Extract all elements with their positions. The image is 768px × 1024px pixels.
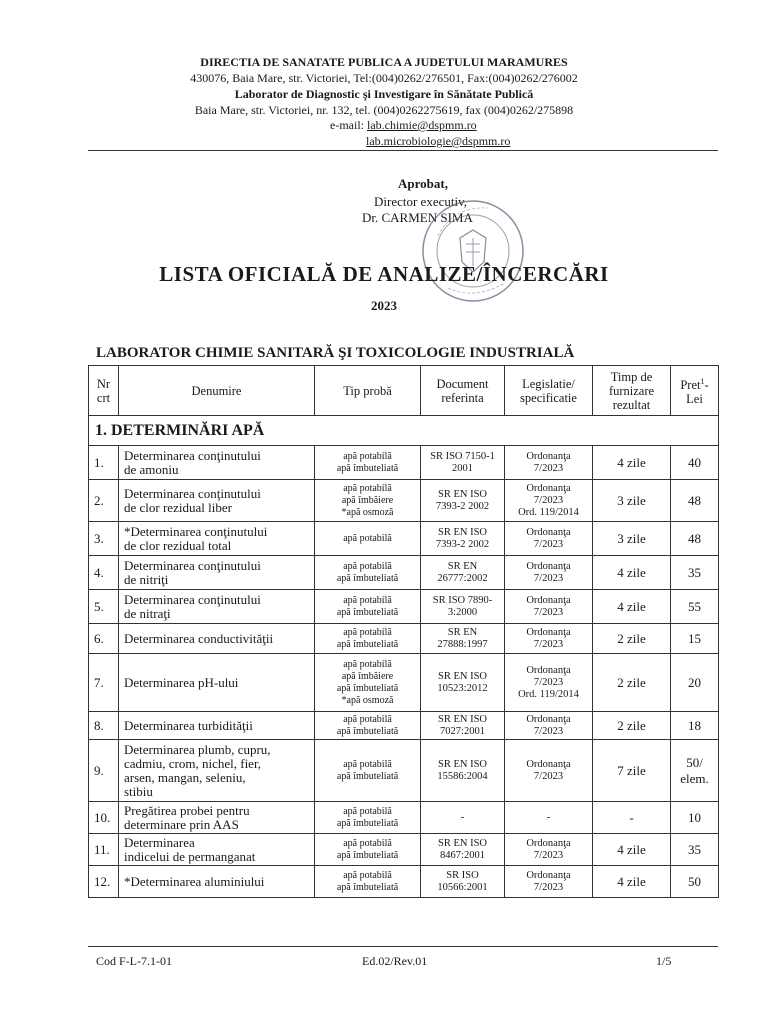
legislation: Ordonanţa 7/2023 Ord. 119/2014 <box>505 480 593 522</box>
footer-edition: Ed.02/Rev.01 <box>362 954 428 968</box>
sample-type: apă potabilă apă îmbăiere apă îmbuteliată *apă osmoză <box>315 654 421 712</box>
reference-document: - <box>421 802 505 834</box>
table-row <box>89 712 719 740</box>
delivery-time: 3 zile <box>593 522 671 556</box>
legislation: Ordonanţa 7/2023 <box>505 712 593 740</box>
analysis-name: Determinarea indicelui de permanganat <box>119 834 315 866</box>
table-header-row <box>89 366 719 416</box>
email-microbiology-link[interactable]: lab.microbiologie@dspmm.ro <box>366 134 511 148</box>
sample-type: apă potabilă apă îmbăiere *apă osmoză <box>315 480 421 522</box>
sample-type: apă potabilă apă îmbuteliată <box>315 802 421 834</box>
delivery-time: 2 zile <box>593 624 671 654</box>
analysis-name: *Determinarea conţinutului de clor rezidual total <box>119 522 315 556</box>
row-number: 4. <box>89 556 119 590</box>
price: 48 <box>671 522 719 556</box>
lab-address: Baia Mare, str. Victoriei, nr. 132, tel. (004)0262275619, fax (004)0262/275898 <box>194 103 574 117</box>
analysis-name: Determinarea turbidităţii <box>119 712 315 740</box>
footer-page: 1/5 <box>656 954 672 968</box>
sample-type: apă potabilă <box>315 522 421 556</box>
sample-type: apă potabilă apă îmbuteliată <box>315 556 421 590</box>
footer-code: Cod F-L-7.1-01 <box>96 954 172 968</box>
reference-document: SR ISO 10566:2001 <box>421 866 505 898</box>
reference-document: SR ISO 7890- 3:2000 <box>421 590 505 624</box>
row-number: 12. <box>89 866 119 898</box>
reference-document: SR EN 26777:2002 <box>421 556 505 590</box>
legislation: Ordonanţa 7/2023 <box>505 740 593 802</box>
table-row <box>89 740 719 802</box>
approval-title: Aprobat, <box>398 176 448 191</box>
email-chemistry-link[interactable]: lab.chimie@dspmm.ro <box>366 118 477 132</box>
approval-signatory: Dr. CARMEN SIMA <box>362 210 473 225</box>
delivery-time: 2 zile <box>593 712 671 740</box>
row-number: 5. <box>89 590 119 624</box>
section-title: 1. DETERMINĂRI APĂ <box>89 416 719 446</box>
legislation: Ordonanţa 7/2023 <box>505 866 593 898</box>
reference-document: SR EN ISO 8467:2001 <box>421 834 505 866</box>
org-name: DIRECTIA DE SANATATE PUBLICA A JUDETULUI MARAMURES <box>200 55 568 69</box>
sample-type: apă potabilă apă îmbuteliată <box>315 866 421 898</box>
reference-document: SR ISO 7150-1 2001 <box>421 446 505 480</box>
analysis-name: Determinarea conţinutului de nitriţi <box>119 556 315 590</box>
table-row <box>89 480 719 522</box>
analysis-name: Determinarea plumb, cupru, cadmiu, crom, nichel, fier, arsen, mangan, seleniu, stibiu <box>119 740 315 802</box>
delivery-time: 4 zile <box>593 446 671 480</box>
email-label: e-mail: <box>330 118 364 132</box>
email-line-1 <box>330 118 477 133</box>
price: 35 <box>671 556 719 590</box>
header-legislatie: Legislatie/ specificatie <box>505 366 593 416</box>
header-pret-label: Pret <box>680 378 701 393</box>
legislation: Ordonanţa 7/2023 <box>505 446 593 480</box>
table-row <box>89 446 719 480</box>
footer-divider <box>88 946 718 947</box>
price: 50 <box>671 866 719 898</box>
reference-document: SR EN ISO 10523:2012 <box>421 654 505 712</box>
approval-role: Director executiv, <box>374 194 467 209</box>
email-line-2 <box>366 134 510 149</box>
table-row <box>89 624 719 654</box>
price: 15 <box>671 624 719 654</box>
row-number: 1. <box>89 446 119 480</box>
table-row <box>89 802 719 834</box>
price: 35 <box>671 834 719 866</box>
reference-document: SR EN ISO 7393-2 2002 <box>421 480 505 522</box>
legislation: Ordonanţa 7/2023 <box>505 556 593 590</box>
analyses-table <box>88 365 719 898</box>
row-number: 3. <box>89 522 119 556</box>
row-number: 6. <box>89 624 119 654</box>
table-row <box>89 654 719 712</box>
analysis-name: Determinarea conductivităţii <box>119 624 315 654</box>
delivery-time: 3 zile <box>593 480 671 522</box>
row-number: 10. <box>89 802 119 834</box>
delivery-time: 4 zile <box>593 866 671 898</box>
analysis-name: Determinarea conţinutului de nitraţi <box>119 590 315 624</box>
header-tip: Tip probă <box>315 366 421 416</box>
table-row <box>89 590 719 624</box>
legislation: Ordonanţa 7/2023 <box>505 522 593 556</box>
row-number: 9. <box>89 740 119 802</box>
delivery-time: - <box>593 802 671 834</box>
table-row <box>89 834 719 866</box>
lab-section-title: LABORATOR CHIMIE SANITARĂ ŞI TOXICOLOGIE INDUSTRIALĂ <box>96 345 575 361</box>
analysis-name: Determinarea conţinutului de amoniu <box>119 446 315 480</box>
price: 55 <box>671 590 719 624</box>
header-timp: Timp de furnizare rezultat <box>593 366 671 416</box>
document-year: 2023 <box>371 298 397 313</box>
header-pret <box>671 366 719 416</box>
delivery-time: 4 zile <box>593 556 671 590</box>
row-number: 11. <box>89 834 119 866</box>
legislation: Ordonanţa 7/2023 <box>505 590 593 624</box>
legislation: Ordonanţa 7/2023 <box>505 624 593 654</box>
analysis-name: Determinarea conţinutului de clor rezidual liber <box>119 480 315 522</box>
table-row <box>89 522 719 556</box>
legislation: Ordonanţa 7/2023 Ord. 119/2014 <box>505 654 593 712</box>
price: 50/ elem. <box>671 740 719 802</box>
delivery-time: 4 zile <box>593 590 671 624</box>
price: 18 <box>671 712 719 740</box>
price: 48 <box>671 480 719 522</box>
org-address: 430076, Baia Mare, str. Victoriei, Tel:(004)0262/276501, Fax:(004)0262/276002 <box>190 71 578 85</box>
header-nr: Nr crt <box>89 366 119 416</box>
row-number: 8. <box>89 712 119 740</box>
header-pret-footnote: 1 <box>700 376 705 386</box>
legislation: - <box>505 802 593 834</box>
reference-document: SR EN ISO 7393-2 2002 <box>421 522 505 556</box>
header-divider <box>88 150 718 151</box>
price: 20 <box>671 654 719 712</box>
row-number: 7. <box>89 654 119 712</box>
sample-type: apă potabilă apă îmbuteliată <box>315 590 421 624</box>
sample-type: apă potabilă apă îmbuteliată <box>315 740 421 802</box>
reference-document: SR EN 27888:1997 <box>421 624 505 654</box>
analysis-name: Determinarea pH-ului <box>119 654 315 712</box>
table-row <box>89 866 719 898</box>
delivery-time: 2 zile <box>593 654 671 712</box>
sample-type: apă potabilă apă îmbuteliată <box>315 624 421 654</box>
header-denumire: Denumire <box>119 366 315 416</box>
legislation: Ordonanţa 7/2023 <box>505 834 593 866</box>
header-document: Document referinta <box>421 366 505 416</box>
sample-type: apă potabilă apă îmbuteliată <box>315 834 421 866</box>
document-header <box>0 54 768 118</box>
reference-document: SR EN ISO 15586:2004 <box>421 740 505 802</box>
reference-document: SR EN ISO 7027:2001 <box>421 712 505 740</box>
price: 40 <box>671 446 719 480</box>
document-title: LISTA OFICIALĂ DE ANALIZE/ÎNCERCĂRI <box>159 262 609 286</box>
analysis-name: *Determinarea aluminiului <box>119 866 315 898</box>
row-number: 2. <box>89 480 119 522</box>
header-pret-suffix: - Lei <box>686 378 709 407</box>
lab-name: Laborator de Diagnostic şi Investigare în Sănătate Publică <box>234 87 534 101</box>
delivery-time: 7 zile <box>593 740 671 802</box>
table-row <box>89 556 719 590</box>
analysis-name: Pregătirea probei pentru determinare prin AAS <box>119 802 315 834</box>
delivery-time: 4 zile <box>593 834 671 866</box>
sample-type: apă potabilă apă îmbuteliată <box>315 446 421 480</box>
section-row <box>89 416 719 446</box>
circular-seal-stamp-icon <box>418 196 528 306</box>
sample-type: apă potabilă apă îmbuteliată <box>315 712 421 740</box>
price: 10 <box>671 802 719 834</box>
